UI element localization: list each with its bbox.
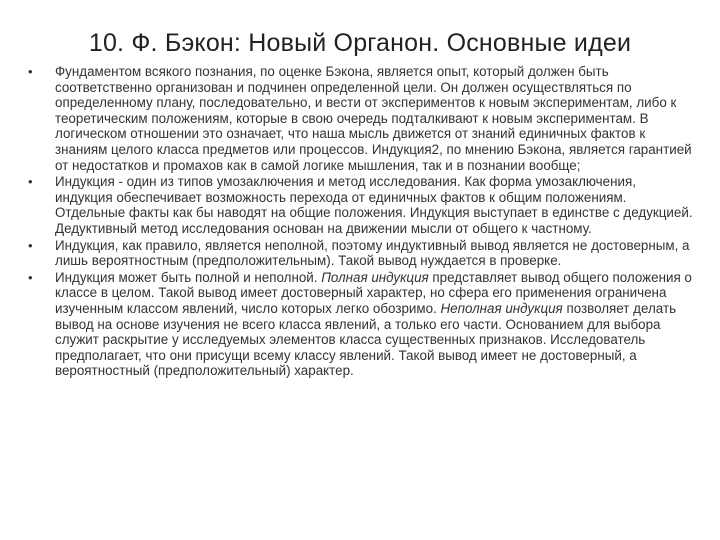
bullet-icon: • [28, 269, 33, 285]
bullet-icon: • [28, 64, 33, 79]
italic-term: Полная индукция [321, 269, 429, 285]
bullet-item [28, 64, 696, 173]
bullet-text [55, 270, 692, 379]
bullet-icon: • [28, 174, 33, 190]
bullet-text [55, 238, 689, 269]
bullet-item [28, 238, 696, 269]
text-run: Индукция, как правило, является неполной, поэтому индуктивный вывод является не достоверным, а лишь вероятностным (предположительным). Такой вывод нуждается в проверке. [55, 237, 690, 269]
slide-title: 10. Ф. Бэкон: Новый Органон. Основные идеи [88, 29, 632, 57]
text-run: представляет вывод общего положения о классе в целом. Такой вывод имеет достоверный характер, но сфера его применения ограничена изученным классом явлений, число которых легко обозримо. [55, 269, 692, 316]
bullet-icon: • [28, 237, 33, 253]
text-run: Индукция может быть полной и неполной. [55, 269, 322, 285]
italic-term: Неполная индукция [440, 300, 563, 316]
text-run: позволяет делать вывод на основе изучения не всего класса явлений, а только его части. Основанием для выбора служит раскрытие у исследуемых элементов класса существенных признаков. Исследователь предполагает, что они присущи всему классу явлений. Такой вывод имеет не достоверный, а вероятностный (предположительный) характер. [55, 300, 677, 379]
bullet-item [28, 270, 696, 379]
bullet-list [28, 64, 696, 380]
bullet-text [55, 64, 692, 173]
text-run: Индукция - один из типов умозаключения и метод исследования. Как форма умозаключения, индукция обеспечивает возможность перехода от единичных фактов к общим положениям. Отдельные факты как бы наводят на общие положения. Индукция выступает в единстве с дедукцией. Дедуктивный метод исследования основан на движении мысли от общего к частному. [55, 174, 693, 236]
bullet-item [28, 174, 696, 236]
bullet-text [55, 174, 693, 236]
text-run: Фундаментом всякого познания, по оценке Бэкона, является опыт, который должен быть соответственно организован и подчинен определенной цели. Он должен осуществляться по определенному плану, последовательно, и вести от экспериментов к новым экспериментам, либо к теоретическим положениям, которые в свою очередь подталкивают к новым экспериментам. В логическом отношении это означает, что наша мысль движется от знаний единичных фактов к знаниям целого класса предметов или процессов. Индукция2, по мнению Бэкона, является гарантией от недостатков и промахов как в самой логике мышления, так и в познании вообще; [55, 64, 692, 173]
